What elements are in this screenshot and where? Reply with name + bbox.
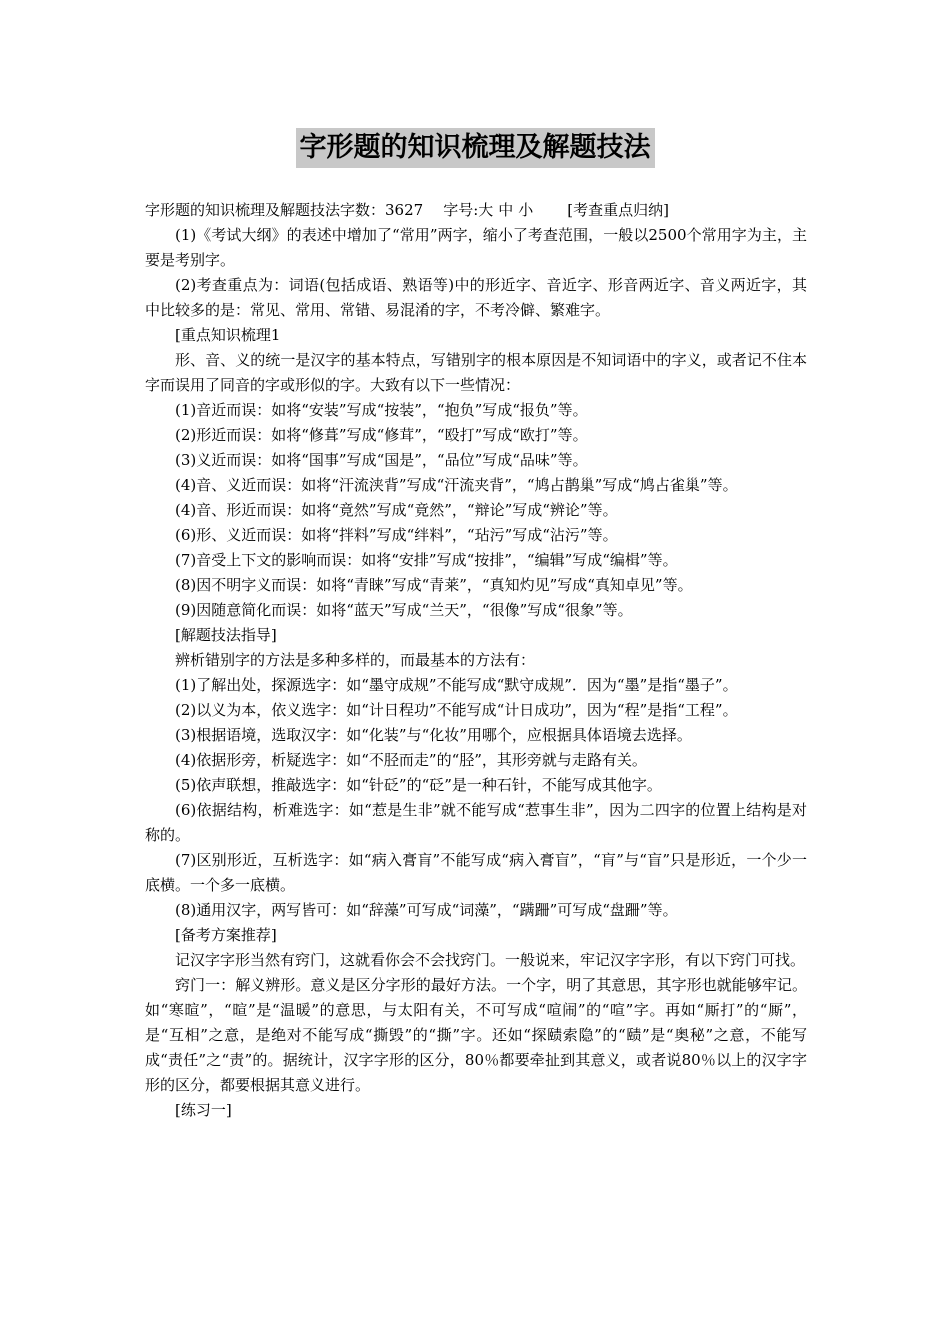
- list-item: (3)义近而误：如将“国事”写成“国是”，“品位”写成“品味”等。: [175, 451, 588, 469]
- list-item: (7)音受上下文的影响而误：如将“安排”写成“按排”，“编辑”写成“编楫”等。: [175, 551, 678, 569]
- section-heading: [练习一]: [175, 1101, 232, 1119]
- font-size-large-link[interactable]: 大: [478, 201, 494, 219]
- list-item: (4)音、形近而误：如将“竟然”写成“竟然”，“辩论”写成“辨论”等。: [175, 501, 618, 519]
- list-item: (7)区别形近，互析选字：如“病入膏肓”不能写成“病入膏盲”，“肓”与“盲”只是形近，一个少一底横。一个多一底横。: [145, 851, 807, 894]
- list-item: (5)依声联想，推敲选字：如“针砭”的“砭”是一种石针，不能写成其他字。: [175, 776, 662, 794]
- list-item: (4)依据形旁，析疑选字：如“不胫而走”的“胫”，其形旁就与走路有关。: [175, 751, 647, 769]
- section-heading: [解题技法指导]: [175, 626, 277, 644]
- list-item: (8)因不明字义而误：如将“青睐”写成“青莱”，“真知灼见”写成“真知卓见”等。: [175, 576, 693, 594]
- font-size-small-link[interactable]: 小: [518, 201, 534, 219]
- list-item: (2)形近而误：如将“修葺”写成“修茸”，“殴打”写成“欧打”等。: [175, 426, 588, 444]
- section-heading: [重点知识梳理1: [175, 326, 281, 344]
- list-item: (6)形、义近而误：如将“拌料”写成“绊料”，“玷污”写成“沾污”等。: [175, 526, 618, 544]
- list-item: (1)音近而误：如将“安装”写成“按装”，“抱负”写成“报负”等。: [175, 401, 588, 419]
- list-item: (1)了解出处，探源选字：如“墨守成规”不能写成“默守成规”．因为“墨”是指“墨子”。: [175, 676, 738, 694]
- font-size-label: 字号:: [443, 201, 479, 219]
- list-item: (9)因随意简化而误：如将“蓝天”写成“兰天”，“很像”写成“很象”等。: [175, 601, 633, 619]
- paragraph: (2)考查重点为：词语(包括成语、熟语等)中的形近字、音近字、形音两近字、音义两近字，其中比较多的是：常见、常用、常错、易混淆的字，不考冷僻、繁难字。: [145, 276, 807, 319]
- list-item: (2)以义为本，依义选字：如“计日程功”不能写成“计日成功”，因为“程”是指“工程”。: [175, 701, 738, 719]
- font-size-medium-link[interactable]: 中: [498, 201, 514, 219]
- list-item: (4)音、义近而误：如将“汗流浃背”写成“汗流夹背”，“鸠占鹊巢”写成“鸠占雀巢”等。: [175, 476, 738, 494]
- document-body: [145, 198, 807, 1123]
- doc-name-wordcount: 字形题的知识梳理及解题技法字数：3627: [145, 201, 424, 219]
- meta-line: [145, 198, 807, 223]
- title-container: [0, 128, 950, 168]
- paragraph: 记汉字字形当然有窍门，这就看你会不会找窍门。一般说来，牢记汉字字形，有以下窍门可找。: [175, 951, 806, 969]
- paragraph: 形、音、义的统一是汉字的基本特点，写错别字的根本原因是不知词语中的字义，或者记不住本字而误用了同音的字或形似的字。大致有以下一些情况：: [145, 351, 807, 394]
- section-heading: [考查重点归纳]: [567, 201, 670, 219]
- list-item: (3)根据语境，选取汉字：如“化装”与“化妆”用哪个，应根据具体语境去选择。: [175, 726, 692, 744]
- paragraph: 辨析错别字的方法是多种多样的，而最基本的方法有：: [175, 651, 536, 669]
- section-heading: [备考方案推荐]: [175, 926, 277, 944]
- list-item: (8)通用汉字，两写皆可：如“辞藻”可写成“词藻”，“蹒跚”可写成“盘跚”等。: [175, 901, 678, 919]
- paragraph: 窍门一：解义辨形。意义是区分字形的最好方法。一个字，明了其意思，其字形也就能够牢记。如“寒暄”，“暄”是“温暖”的意思，与太阳有关，不可写成“喧闹”的“喧”字。再如“厮打”的“厮”，是“互相”之意，是绝对不能写成“撕毁”的“撕”字。还如“探赜索隐”的“赜”是“奥秘”之意，不能写成“责任”之“责”的。据统计，汉字字形的区分，80％都要牵扯到其意义，或者说80％以上的汉字字形的区分，都要根据其意义进行。: [145, 976, 807, 1094]
- list-item: (6)依据结构，析难选字：如“惹是生非”就不能写成“惹事生非”，因为二四字的位置上结构是对称的。: [145, 801, 807, 844]
- paragraph: (1)《考试大纲》的表述中增加了“常用”两字，缩小了考查范围，一般以2500个常用字为主，主要是考别字。: [145, 226, 807, 269]
- document-title: 字形题的知识梳理及解题技法: [296, 128, 655, 168]
